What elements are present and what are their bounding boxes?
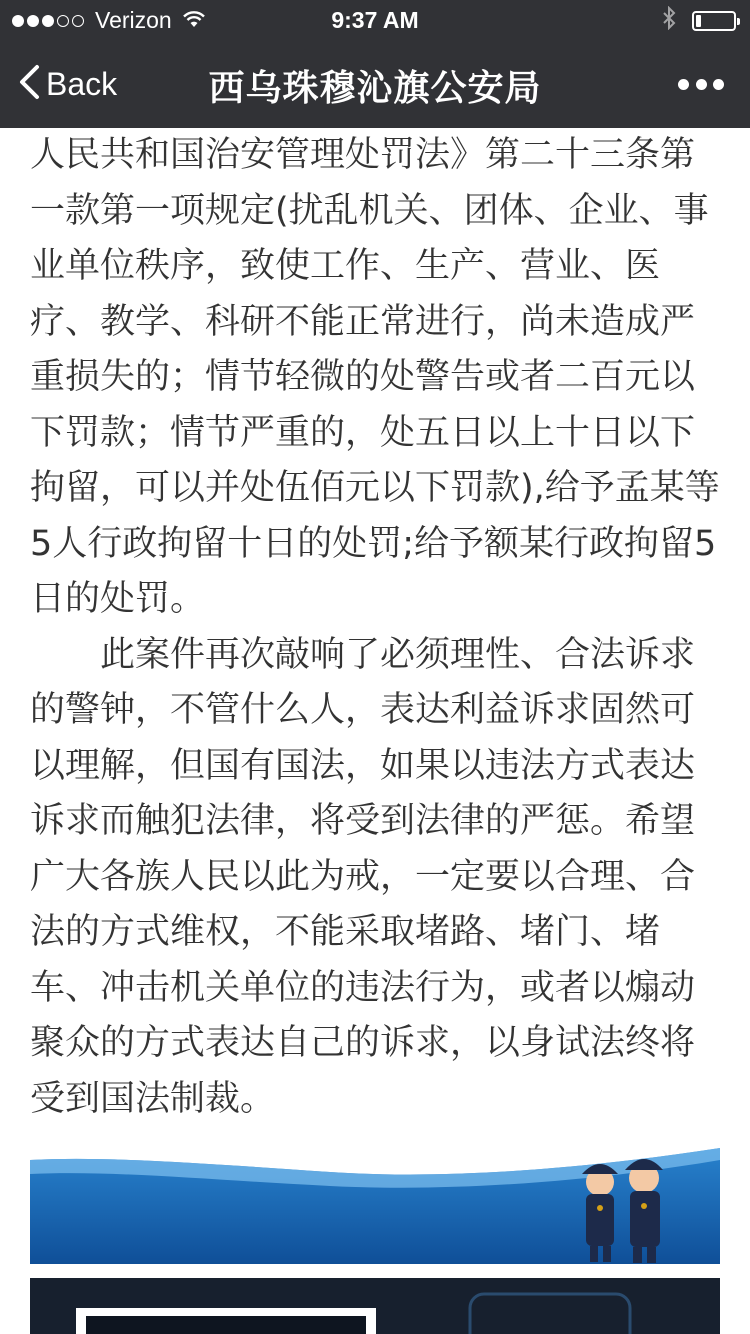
status-bar: [0, 0, 750, 40]
status-right: [662, 6, 736, 36]
article-body: [30, 128, 720, 1127]
article-paragraph: 此案件再次敲响了必须理性、合法诉求的警钟，不管什么人，表达利益诉求固然可以理解，但国有国法，如果以违法方式表达诉求而触犯法律，将受到法律的严惩。希望广大各族人民以此为戒，一定要以合理、合法的方式维权，不能采取堵路、堵门、堵车、冲击机关单位的违法行为，或者以煽动聚众的方式表达自己的诉求，以身试法终将受到国法制裁。: [30, 634, 696, 1119]
page-title: 西乌珠穆沁旗公安局: [208, 68, 542, 109]
more-dot-icon: [713, 79, 724, 90]
more-dot-icon: [678, 79, 689, 90]
back-label: Back: [46, 65, 118, 102]
more-options-button[interactable]: [678, 76, 724, 92]
police-banner-image: [30, 1130, 720, 1264]
bluetooth-icon: [662, 6, 676, 36]
qr-code-banner: [30, 1278, 720, 1334]
battery-icon: [692, 11, 736, 31]
carrier-label: Verizon: [95, 7, 172, 33]
status-time: 9:37 AM: [331, 7, 419, 33]
navigation-bar: [0, 40, 750, 128]
more-dot-icon: [696, 79, 707, 90]
article-paragraph: 人民共和国治安管理处罚法》第二十三条第一款第一项规定(扰乱机关、团体、企业、事业单位秩序，致使工作、生产、营业、医疗、教学、科研不能正常进行，尚未造成严重损失的；情节轻微的处警告或者二百元以下罚款；情节严重的，处五日以上十日以下拘留，可以并处伍佰元以下罚款),给予孟某等5人行政拘留十日的处罚;给予额某行政拘留5日的处罚。: [30, 135, 720, 619]
